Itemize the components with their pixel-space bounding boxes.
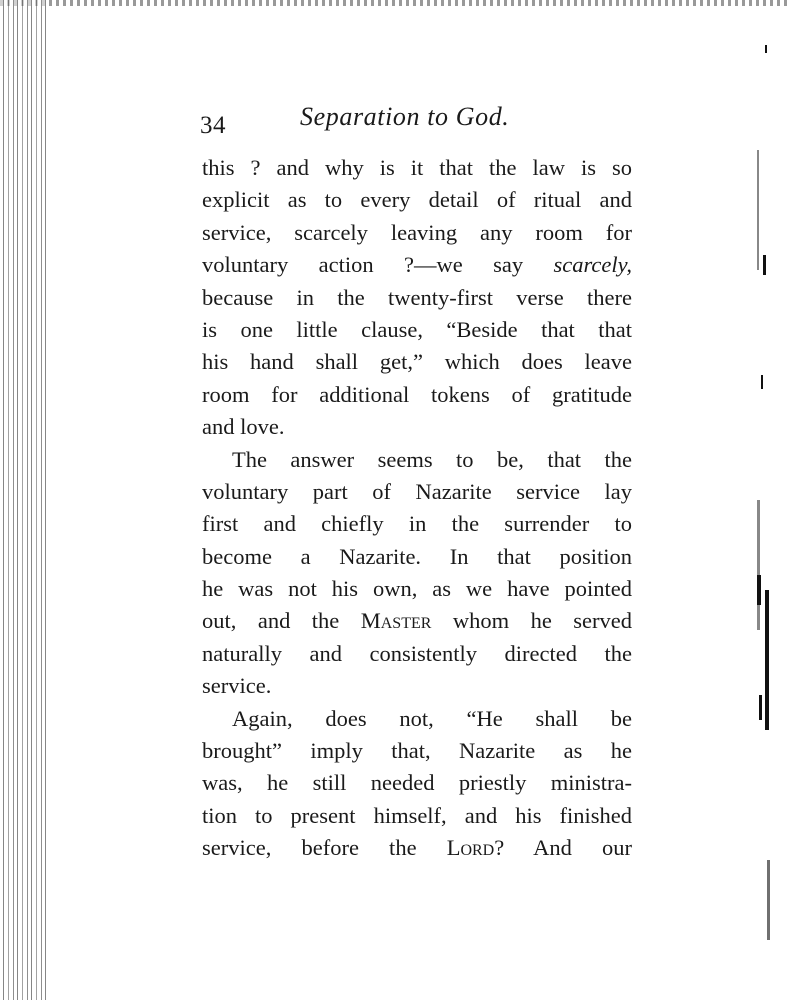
- text-line: is one little clause, “Beside that that: [202, 316, 632, 342]
- text-line: tion to present himself, and his finished: [202, 802, 632, 828]
- page-edge-left: [0, 0, 48, 1000]
- text-line: become a Nazarite. In that position: [202, 543, 632, 569]
- text-line: room for additional tokens of gratitude: [202, 381, 632, 407]
- text-line: because in the twenty-first verse there: [202, 284, 632, 310]
- page-edge-top: [0, 0, 789, 6]
- text-line: and love.: [202, 414, 285, 440]
- running-title: Separation to God.: [300, 102, 510, 131]
- text-line: [202, 605, 632, 637]
- text-line: first and chiefly in the surrender to: [202, 511, 632, 537]
- text-line: naturally and consistently directed the: [202, 640, 632, 666]
- text-line: explicit as to every detail of ritual and: [202, 187, 632, 213]
- text-line: [202, 832, 632, 864]
- text-segment: ?: [494, 835, 505, 861]
- text-segment: service, before the: [202, 835, 417, 861]
- text-line: his hand shall get,” which does leave: [202, 349, 632, 375]
- text-line: Again, does not, “He shall be: [232, 705, 632, 731]
- text-line: voluntary part of Nazarite service lay: [202, 478, 632, 504]
- text-line: service.: [202, 673, 272, 699]
- text-line: this ? and why is it that the law is so: [202, 155, 632, 180]
- page-number: 34: [200, 112, 226, 139]
- text-line: [202, 249, 632, 281]
- page-edge-right: [753, 0, 789, 1000]
- text-segment: And our: [533, 835, 633, 861]
- smallcaps-lord: Lord: [446, 835, 495, 861]
- smallcaps-master: Master: [360, 608, 432, 634]
- page-header: [200, 100, 640, 140]
- italic-word: scarcely,: [553, 252, 632, 278]
- text-line: was, he still needed priestly ministra-: [202, 770, 632, 796]
- text-line: he was not his own, as we have pointed: [202, 576, 632, 602]
- text-line: service, scarcely leaving any room for: [202, 219, 632, 245]
- text-segment: whom he served: [452, 608, 633, 634]
- text-line: The answer seems to be, that the: [232, 446, 632, 472]
- text-line: brought” imply that, Nazarite as he: [202, 738, 632, 764]
- body-text: [202, 152, 632, 865]
- text-segment: out, and the: [202, 608, 340, 634]
- text-segment: voluntary action ?—we say: [202, 252, 524, 278]
